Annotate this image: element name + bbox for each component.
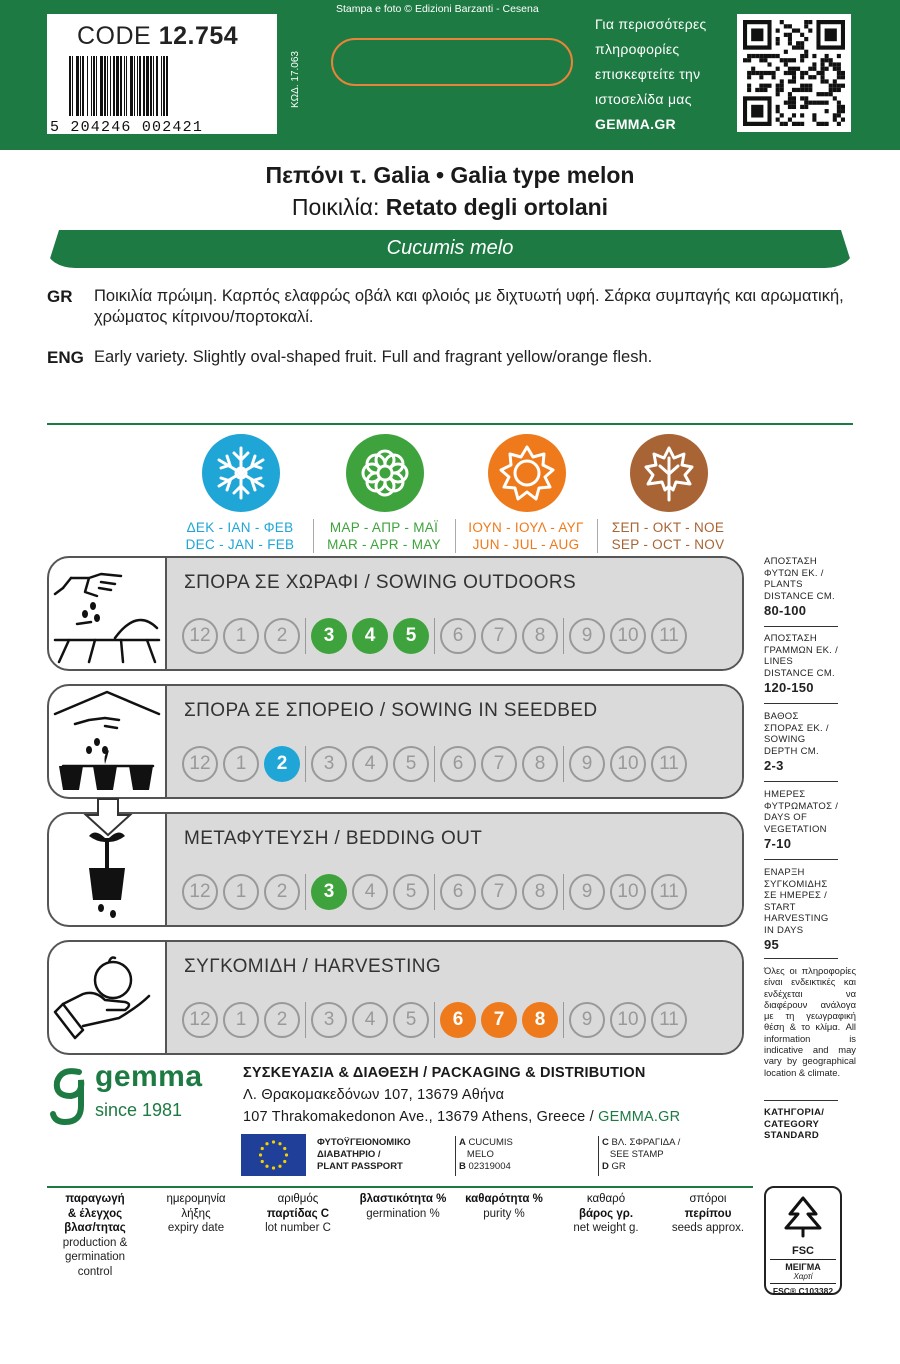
spec-divider: [764, 958, 838, 959]
month-4: 4: [352, 874, 388, 910]
month-2: 2: [264, 1002, 300, 1038]
month-8: 8: [522, 746, 558, 782]
month-group: [306, 874, 435, 910]
hand-harvest-icon: [49, 942, 167, 1053]
category-label: ΚΑΤΗΓΟΡΙΑ/ CATEGORY STANDARD: [764, 1107, 825, 1141]
header-band: [0, 0, 900, 150]
month-6: 6: [440, 874, 476, 910]
greenhouse-seedbed-icon: [49, 686, 167, 797]
season-separator: [455, 519, 456, 553]
spec-days-vegetation: ΗΜΕΡΕΣ ΦΥΤΡΩΜΑΤΟΣ / DAYS OF VEGETATION 7-10: [764, 789, 839, 851]
month-5: 5: [393, 874, 429, 910]
month-6-active: 6: [440, 1002, 476, 1038]
eu-star: [261, 1147, 264, 1150]
month-1: 1: [223, 746, 259, 782]
plant-passport-label: ΦΥΤΟΫΓΕΙΟΝΟΜΙΚΟ ΔΙΑΒΑΤΗΡΙΟ / PLANT PASSPORT: [317, 1137, 411, 1172]
eu-star: [285, 1153, 288, 1156]
passport-a-b: A CUCUMIS MELO B 02319004: [459, 1137, 513, 1172]
month-11: 11: [651, 1002, 687, 1038]
eu-star: [259, 1153, 262, 1156]
month-5: 5: [393, 1002, 429, 1038]
month-10: 10: [610, 618, 646, 654]
month-9: 9: [569, 618, 605, 654]
barcode-label: [47, 14, 277, 134]
eu-star: [265, 1142, 268, 1145]
passport-divider: [455, 1136, 456, 1176]
month-group: [564, 1002, 692, 1038]
variety-line: Ποικιλία: Retato degli ortolani: [291, 194, 609, 220]
lot-number: αριθμός παρτίδας C lot number C: [265, 1193, 331, 1234]
spec-divider: [764, 859, 838, 860]
germination: βλαστικότητα % germination %: [359, 1193, 447, 1220]
bottom-divider: [47, 1186, 753, 1188]
month-10: 10: [610, 874, 646, 910]
hang-hole-outline: [331, 38, 573, 86]
month-3-active: 3: [311, 618, 347, 654]
disclaimer-note: Όλες οι πληροφορίες είναι ενδεικτικές και ενδέχεται να διαφέρουν ανάλογα με τη γεωγραφική θέση & το κλίμα. All information is indicative and may vary by geographical location & climate.: [764, 965, 856, 1078]
row-title: ΜΕΤΑΦΥΤΕΥΣΗ / BEDDING OUT: [184, 828, 483, 849]
packaging-address-en: 107 Thrakomakedonon Ave., 13679 Athens, Greece / GEMMA.GR: [243, 1109, 681, 1125]
spec-divider: [764, 781, 838, 782]
month-group: [306, 618, 435, 654]
divider: [47, 423, 853, 425]
fsc-paper: Χαρτί: [793, 1272, 813, 1281]
fsc-tree-icon: [778, 1194, 828, 1240]
row-sowing-outdoors: [47, 556, 744, 671]
month-group: [177, 618, 306, 654]
product-code: CODE 12.754: [77, 22, 239, 50]
month-1: 1: [223, 874, 259, 910]
barcode-bar: [168, 56, 170, 116]
row-sowing-seedbed: [47, 684, 744, 799]
spec-divider: [764, 703, 838, 704]
month-2: 2: [264, 618, 300, 654]
month-3: 3: [311, 1002, 347, 1038]
spec-plants-distance: ΑΠΟΣΤΑΣΗ ΦΥΤΩΝ ΕΚ. / PLANTS DISTANCE CM. 80-100: [764, 556, 835, 618]
month-11: 11: [651, 618, 687, 654]
arrow-down-icon: [82, 797, 134, 837]
month-8: 8: [522, 874, 558, 910]
month-group: [435, 1002, 564, 1038]
month-11: 11: [651, 874, 687, 910]
row-title: ΣΠΟΡΑ ΣΕ ΧΩΡΑΦΙ / SOWING OUTDOORS: [184, 572, 577, 593]
month-track: [177, 874, 692, 910]
production-control: παραγωγή & έλεγχος βλασ/τητας production & germination control: [62, 1193, 128, 1278]
latin-name: Cucumis melo: [386, 237, 514, 259]
month-group: [564, 618, 692, 654]
row-bedding-out: [47, 812, 744, 927]
month-3: 3: [311, 746, 347, 782]
season-spring: ΜΑΡ - ΑΠΡ - ΜΑΪ MAR - APR - MAY: [327, 520, 441, 552]
seeds-approx: σπόροι περίπου seeds approx.: [671, 1193, 745, 1234]
month-7: 7: [481, 618, 517, 654]
spec-lines-distance: ΑΠΟΣΤΑΣΗ ΓΡΑΜΜΩΝ ΕΚ. / LINES DISTANCE CM. 120-150: [764, 633, 839, 695]
sun-icon: [488, 434, 566, 512]
net-weight: καθαρό βάρος γρ. net weight g.: [573, 1193, 639, 1234]
month-12: 12: [182, 1002, 218, 1038]
gemma-logo: [47, 1062, 227, 1132]
hand-sowing-field-icon: [49, 558, 167, 669]
packaging-title: ΣΥΣΚΕΥΑΣΙΑ & ΔΙΑΘΕΣΗ / PACKAGING & DISTRIBUTION: [243, 1065, 646, 1081]
season-separator: [313, 519, 314, 553]
month-2: 2: [264, 874, 300, 910]
month-9: 9: [569, 746, 605, 782]
season-separator: [597, 519, 598, 553]
month-group: [177, 874, 306, 910]
month-7-active: 7: [481, 1002, 517, 1038]
brand-since: since 1981: [95, 1100, 183, 1120]
passport-c-d: C ΒΛ. ΣΦΡΑΓΙΔΑ / SEE STAMP D GR: [602, 1137, 681, 1172]
leaf-icon: [630, 434, 708, 512]
gr-description: Ποικιλία πρώιμη. Καρπός ελαφρώς οβάλ και φλοιός με διχτυωτή υφή. Σάρκα συμπαγής και αρωματική, χρώματος κίτρινου/πορτοκαλί.: [94, 287, 844, 326]
month-group: [564, 874, 692, 910]
eu-star: [278, 1165, 281, 1168]
month-8-active: 8: [522, 1002, 558, 1038]
row-title: ΣΥΓΚΟΜΙΔΗ / HARVESTING: [184, 956, 442, 977]
month-4-active: 4: [352, 618, 388, 654]
barcode: [69, 56, 269, 116]
month-4: 4: [352, 746, 388, 782]
season-summer: ΙΟΥΝ - ΙΟΥΛ - ΑΥΓ JUN - JUL - AUG: [468, 520, 584, 552]
product-title: Πεπόνι τ. Galia • Galia type melon: [265, 162, 635, 188]
print-credit: Stampa e foto © Edizioni Barzanti - Cesena: [336, 3, 539, 15]
month-group: [177, 1002, 306, 1038]
month-2-active: 2: [264, 746, 300, 782]
month-6: 6: [440, 618, 476, 654]
eu-star: [272, 1166, 275, 1169]
eng-description: Early variety. Slightly oval-shaped fruit. Full and fragrant yellow/orange flesh.: [94, 348, 653, 366]
fsc-label: FSC: [792, 1245, 814, 1257]
eu-flag-icon: [241, 1134, 306, 1176]
month-1: 1: [223, 1002, 259, 1038]
ean-number: 5 204246 002421: [50, 119, 204, 136]
spec-divider: [764, 1100, 838, 1101]
eu-star: [261, 1160, 264, 1163]
month-11: 11: [651, 746, 687, 782]
month-7: 7: [481, 746, 517, 782]
packaging-address-gr: Λ. Θρακομακεδόνων 107, 13679 Αθήνα: [243, 1087, 505, 1103]
eng-label: ENG: [47, 348, 84, 367]
month-track: [177, 1002, 692, 1038]
row-title: ΣΠΟΡΑ ΣΕ ΣΠΟΡΕΙΟ / SOWING IN SEEDBED: [184, 700, 598, 721]
month-3-active: 3: [311, 874, 347, 910]
fsc-mix: ΜΕΙΓΜΑ: [785, 1262, 821, 1272]
month-group: [435, 874, 564, 910]
fsc-code: FSC® C103382: [772, 1286, 834, 1296]
month-4: 4: [352, 1002, 388, 1038]
month-group: [435, 746, 564, 782]
qr-code[interactable]: [737, 14, 851, 132]
month-12: 12: [182, 618, 218, 654]
eu-star: [265, 1165, 268, 1168]
month-track: [177, 746, 692, 782]
website-link[interactable]: GEMMA.GR: [595, 116, 676, 132]
month-1: 1: [223, 618, 259, 654]
month-6: 6: [440, 746, 476, 782]
month-9: 9: [569, 1002, 605, 1038]
month-group: [306, 746, 435, 782]
eu-star: [283, 1160, 286, 1163]
month-8: 8: [522, 618, 558, 654]
gemma-g-icon: [47, 1062, 91, 1132]
flower-icon: [346, 434, 424, 512]
season-autumn: ΣΕΠ - ΟΚΤ - ΝΟΕ SEP - OCT - NOV: [611, 520, 725, 552]
month-10: 10: [610, 746, 646, 782]
month-5: 5: [393, 746, 429, 782]
month-7: 7: [481, 874, 517, 910]
purity: καθαρότητα % purity %: [465, 1193, 543, 1220]
gr-label: GR: [47, 287, 73, 306]
spec-harvesting-days: ΕΝΑΡΞΗ ΣΥΓΚΟΜΙΔΗΣ ΣΕ ΗΜΕΡΕΣ / START HARVESTING IN DAYS 95: [764, 867, 829, 952]
footer-website-link[interactable]: GEMMA.GR: [598, 1109, 681, 1125]
eu-star: [283, 1147, 286, 1150]
kod-code: ΚΩΔ. 17.063: [290, 51, 301, 108]
spec-divider: [764, 626, 838, 627]
month-group: [177, 746, 306, 782]
month-12: 12: [182, 874, 218, 910]
month-group: [435, 618, 564, 654]
month-10: 10: [610, 1002, 646, 1038]
info-text: Για περισσότερες πληροφορίες επισκεφτείτε την ιστοσελίδα μας GEMMA.GR: [595, 12, 735, 137]
qr-code-icon: [743, 20, 845, 126]
snowflake-icon: [202, 434, 280, 512]
season-winter: ΔΕΚ - ΙΑΝ - ΦΕΒ DEC - JAN - FEB: [185, 520, 295, 552]
fsc-badge: [764, 1186, 842, 1295]
month-12: 12: [182, 746, 218, 782]
month-track: [177, 618, 692, 654]
month-5-active: 5: [393, 618, 429, 654]
eu-star: [272, 1140, 275, 1143]
eu-star: [278, 1142, 281, 1145]
brand-name: gemma: [95, 1060, 203, 1093]
month-group: [306, 1002, 435, 1038]
row-harvesting: [47, 940, 744, 1055]
passport-divider: [598, 1136, 599, 1176]
month-9: 9: [569, 874, 605, 910]
expiry-date: ημερομηνία λήξης expiry date: [166, 1193, 226, 1234]
month-group: [564, 746, 692, 782]
spec-sowing-depth: ΒΑΘΟΣ ΣΠΟΡΑΣ ΕΚ. / SOWING DEPTH CM. 2-3: [764, 711, 829, 773]
